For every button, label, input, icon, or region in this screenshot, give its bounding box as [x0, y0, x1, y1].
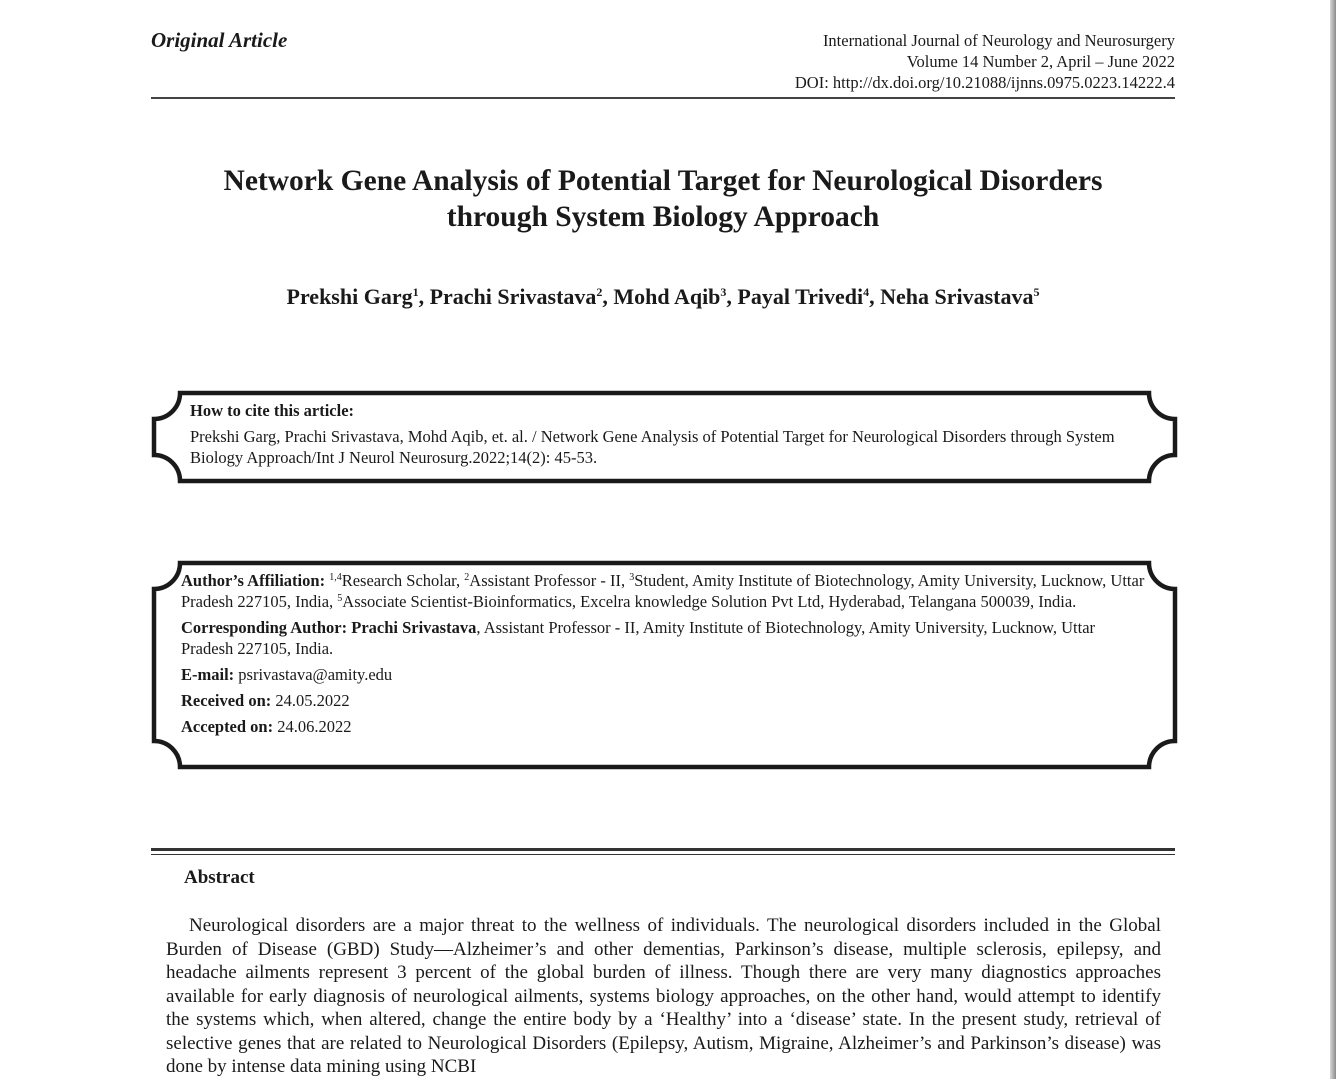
affiliation-label: Author’s Affiliation: — [181, 571, 326, 590]
citation-box — [190, 400, 1150, 468]
citation-heading: How to cite this article: — [190, 401, 355, 420]
doi-link[interactable]: DOI: http://dx.doi.org/10.21088/ijnns.0975.0223.14222.4 — [794, 73, 1175, 92]
accepted-date: 24.06.2022 — [277, 717, 352, 736]
affiliation-text: Associate Scientist-Bioinformatics, Excelra knowledge Solution Pvt Ltd, Hyderabad, Telangana 500039, India. — [342, 592, 1077, 611]
affiliation-text: Research Scholar, — [341, 571, 465, 590]
author-name: Neha Srivastava — [880, 284, 1034, 309]
author-name: Prachi Srivastava — [429, 284, 597, 309]
author-sup: 5 — [1033, 285, 1040, 299]
author-sep: , — [602, 284, 614, 309]
affiliation-paragraph — [181, 570, 1146, 612]
author-sep: , — [418, 284, 430, 309]
affiliation-text: Student, Amity Institute of Biotechnology, Amity University, Lucknow, Uttar Pradesh 227105, India, — [181, 571, 1145, 611]
accepted-line — [181, 716, 1146, 737]
affiliation-sup: 2 — [464, 572, 470, 583]
author-sep: , — [726, 284, 738, 309]
corresponding-author — [181, 617, 1146, 659]
abstract-heading: Abstract — [184, 867, 255, 888]
citation-text: Prekshi Garg, Prachi Srivastava, Mohd Aqib, et. al. / Network Gene Analysis of Potential Target for Neurological Disorders through System Biology Approach/Int J Neurol Neurosurg.2022;14(2): 45-53. — [190, 427, 1115, 467]
title-line-2: through System Biology Approach — [446, 201, 880, 233]
abstract-rule — [151, 848, 1175, 855]
author-name: Mohd Aqib — [613, 284, 721, 309]
email-label: E-mail: — [181, 665, 235, 684]
abstract-text: Neurological disorders are a major threat to the wellness of individuals. The neurological disorders included in the Global Burden of Disease (GBD) Study—Alzheimer’s and other dementias, Parkinson’s disease, multiple sclerosis, epilepsy, and headache ailments represent 3 percent of the global burden of illness. Though there are very many diagnostics approaches available for early diagnosis of neurological ailments, systems biology approaches, on the other hand, would attempt to identify the systems which, when altered, change the entire body by a ‘Healthy’ into a ‘disease’ state. In the present study, retrieval of selective genes that are related to Neurological Disorders (Epilepsy, Autism, Migraine, Alzheimer’s and Parkinson’s disease) was done by intense data mining using NCBI — [166, 915, 1161, 1077]
author-sep: , — [869, 284, 881, 309]
email-line — [181, 664, 1146, 685]
corresponding-label: Corresponding Author: — [181, 618, 348, 637]
corresponding-name: Prachi Srivastava — [351, 618, 477, 637]
article-type: Original Article — [151, 28, 288, 52]
journal-name: International Journal of Neurology and Neurosurgery — [822, 31, 1175, 50]
author-name: Payal Trivedi — [737, 284, 864, 309]
corresponding-text: , Assistant Professor - II, Amity Institute of Biotechnology, Amity University, Lucknow, Uttar Pradesh 227105, India. — [181, 618, 1096, 658]
affiliation-sup: 5 — [337, 593, 343, 604]
affiliation-sup: 1,4 — [329, 572, 342, 583]
accepted-label: Accepted on: — [181, 717, 274, 736]
received-label: Received on: — [181, 691, 272, 710]
author-name: Prekshi Garg — [286, 284, 413, 309]
affiliation-box — [181, 570, 1146, 742]
author-sup: 1 — [412, 285, 419, 299]
title-line-1: Network Gene Analysis of Potential Target for Neurological Disorders — [223, 165, 1103, 197]
received-date: 24.05.2022 — [275, 691, 350, 710]
email-link[interactable]: psrivastava@amity.edu — [238, 665, 393, 684]
author-sup: 4 — [863, 285, 870, 299]
author-sup: 2 — [596, 285, 603, 299]
affiliation-text: Assistant Professor - II, — [469, 571, 630, 590]
journal-volume: Volume 14 Number 2, April – June 2022 — [906, 52, 1175, 71]
author-sup: 3 — [720, 285, 727, 299]
received-line — [181, 690, 1146, 711]
affiliation-sup: 3 — [629, 572, 635, 583]
